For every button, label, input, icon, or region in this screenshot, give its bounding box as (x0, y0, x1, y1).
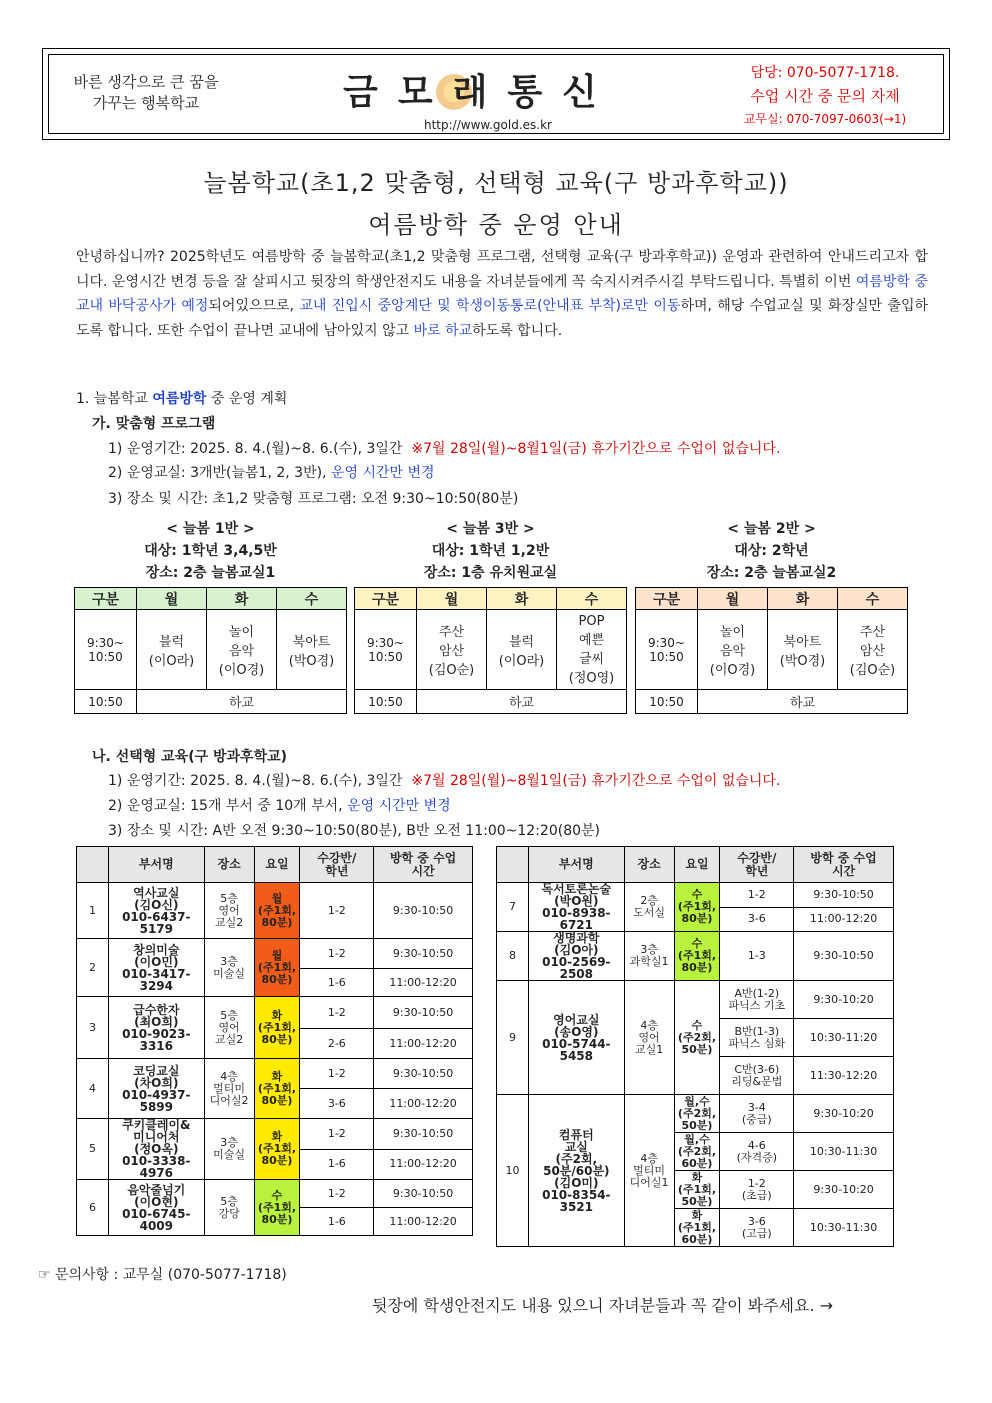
elective-row (77, 939, 473, 969)
elective-no: 4 (77, 1059, 109, 1119)
class-table-header: 월 (698, 588, 768, 610)
intro-text-4: 하도록 합니다. (472, 322, 563, 339)
class-name: < 늘봄 1반 > (166, 521, 255, 537)
contact-office: 교무실: 070-7097-0603(→1) (743, 112, 907, 126)
elective-grade: 3-6 (300, 1089, 374, 1119)
elective-header: 수강반/ 학년 (720, 847, 794, 883)
elective-day: 수 (주2회, 50분) (674, 981, 720, 1095)
elective-place: 4층 멀티미 디어실2 (204, 1059, 254, 1119)
elective-place: 5층 영어 교실2 (204, 997, 254, 1059)
class-place: 장소: 2층 늘봄교실1 (145, 565, 276, 581)
elective-day: 월,수 (주2회, 50분) (674, 1095, 720, 1133)
motto-line-2: 가꾸는 행복학교 (92, 94, 200, 112)
elective-time: 9:30-10:50 (374, 997, 473, 1029)
elective-table-right (496, 846, 894, 1247)
elective-header-row (77, 847, 473, 883)
elective-time: 9:30-10:50 (794, 883, 894, 908)
elective-header: 장소 (624, 847, 674, 883)
elective-grade: 1-2 (300, 939, 374, 969)
intro-highlight-3: 바로 하교 (413, 322, 473, 339)
elective-place: 3층 미술실 (204, 939, 254, 997)
elective-place: 2층 도서실 (624, 883, 674, 932)
contact-note: 수업 시간 중 문의 자제 (750, 87, 900, 105)
part-b-period (108, 770, 780, 790)
class-table-row (355, 610, 627, 690)
elective-header: 방학 중 수업 시간 (374, 847, 473, 883)
class-heading (354, 518, 627, 584)
elective-time: 9:30-10:50 (374, 1180, 473, 1208)
elective-time: 11:00-12:20 (374, 1208, 473, 1236)
class-program-cell: 놀이 음악 (이O경) (698, 610, 768, 690)
elective-time: 9:30-10:20 (794, 1095, 894, 1133)
school-url-link[interactable]: http://www.gold.es.kr (424, 118, 552, 132)
elective-row (77, 883, 473, 939)
intro-highlight-1: 여름방학 중 교내 바닥공사가 예정 (76, 273, 928, 314)
class-table-header: 화 (207, 588, 277, 610)
elective-dept-name: 코딩교실 (차O희) 010-4937-5899 (108, 1059, 204, 1119)
elective-no: 1 (77, 883, 109, 939)
back-page-note: 뒷장에 학생안전지도 내용 있으니 자녀분들과 꼭 같이 봐주세요. → (372, 1296, 834, 1315)
elective-time: 9:30-10:50 (374, 883, 473, 939)
elective-day: 수 (주1회, 80분) (674, 883, 720, 932)
inquiry-line: ☞ 문의사항 : 교무실 (070-5077-1718) (38, 1267, 287, 1283)
elective-no: 7 (497, 883, 529, 932)
elective-grade: C반(3-6) 리딩&문법 (720, 1057, 794, 1095)
part-b-time: 3) 장소 및 시간: A반 오전 9:30~10:50(80분), B반 오전 11:00~12:20(80분) (108, 823, 600, 839)
elective-no: 9 (497, 981, 529, 1095)
elective-row (497, 932, 894, 981)
elective-dept-name: 급수한자 (최O희) 010-9023-3316 (108, 997, 204, 1059)
elective-header: 요일 (254, 847, 300, 883)
part-a-classrooms-text: 2) 운영교실: 3개반(늘봄1, 2, 3반), (108, 465, 331, 481)
class-place: 장소: 2층 늘봄교실2 (706, 565, 837, 581)
elective-day: 수 (주1회, 80분) (254, 1180, 300, 1236)
elective-grade: 1-2 (300, 1059, 374, 1089)
class-table-end-row (355, 690, 627, 714)
elective-no: 8 (497, 932, 529, 981)
elective-row (497, 1095, 894, 1133)
elective-header (77, 847, 109, 883)
class-table-header-row (75, 588, 347, 610)
elective-header (497, 847, 529, 883)
elective-grade: 1-2 (720, 883, 794, 908)
part-b-classrooms-text: 2) 운영교실: 15개 부서 중 10개 부서, (108, 798, 348, 814)
section-1-heading (76, 388, 287, 408)
elective-header: 수강반/ 학년 (300, 847, 374, 883)
part-a-classrooms-highlight: 운영 시간만 변경 (330, 465, 435, 481)
class-table-header: 구분 (636, 588, 698, 610)
elective-time: 11:00-12:20 (374, 1089, 473, 1119)
part-b-heading: 나. 선택형 교육(구 방과후학교) (92, 749, 288, 765)
class-program-cell: 북아트 (박O경) (277, 610, 347, 690)
class-heading (635, 518, 908, 584)
section-1-heading-post: 중 운영 계획 (206, 391, 288, 407)
class-target: 대상: 1학년 3,4,5반 (144, 543, 277, 559)
part-a-period (108, 438, 780, 458)
elective-day: 월 (주1회, 80분) (254, 939, 300, 997)
elective-row (77, 997, 473, 1029)
elective-grade: 1-2 (300, 1180, 374, 1208)
elective-header: 부서명 (528, 847, 624, 883)
class-schedule-table (635, 587, 908, 714)
elective-dept-name: 창의미술 (이O민) 010-3417-3294 (108, 939, 204, 997)
elective-place: 3층 과학실1 (624, 932, 674, 981)
elective-day: 화 (주1회, 50분) (674, 1171, 720, 1209)
part-b-classrooms-highlight: 운영 시간만 변경 (347, 798, 451, 814)
class-program-cell: 블럭 (이O라) (487, 610, 557, 690)
class-program-cell: 놀이 음악 (이O경) (207, 610, 277, 690)
class-table-end-row (75, 690, 347, 714)
elective-dept-name: 쿠키클레이& 미니어처 (정O옥) 010-3338-4976 (108, 1119, 204, 1180)
elective-grade: 1-6 (300, 1208, 374, 1236)
elective-grade: 1-6 (300, 969, 374, 997)
elective-day: 수 (주1회, 80분) (674, 932, 720, 981)
elective-grade: 1-2 (초급) (720, 1171, 794, 1209)
class-end-time: 10:50 (75, 690, 137, 714)
elective-time: 11:00-12:20 (374, 969, 473, 997)
class-end-label: 하교 (137, 690, 347, 714)
class-table-header: 구분 (355, 588, 417, 610)
elective-time: 10:30-11:30 (794, 1133, 894, 1171)
elective-header: 부서명 (108, 847, 204, 883)
class-program-cell: POP 예쁜 글씨 (정O영) (557, 610, 627, 690)
elective-row (77, 1180, 473, 1208)
elective-no: 3 (77, 997, 109, 1059)
intro-text-3: 하며, 해당 수업교실 및 화장실만 출입하도록 합니다. 또한 수업이 끝나면 교내에 남아있지 않고 (76, 298, 928, 339)
class-program-cell: 주산 암산 (김O순) (417, 610, 487, 690)
class-heading (74, 518, 347, 584)
elective-grade: A반(1-2) 파닉스 기초 (720, 981, 794, 1019)
elective-no: 10 (497, 1095, 529, 1247)
elective-time: 10:30-11:30 (794, 1209, 894, 1247)
elective-grade: B반(1-3) 파닉스 심화 (720, 1019, 794, 1057)
elective-dept-name: 생명과학 (김O아) 010-2569-2508 (528, 932, 624, 981)
class-time-cell: 9:30~ 10:50 (636, 610, 698, 690)
elective-place: 3층 미술실 (204, 1119, 254, 1180)
class-table-header: 월 (137, 588, 207, 610)
elective-place: 5층 영어 교실2 (204, 883, 254, 939)
elective-place: 5층 강당 (204, 1180, 254, 1236)
elective-dept-name: 음악줄넘기 (이O현) 010-6745-4009 (108, 1180, 204, 1236)
elective-header: 장소 (204, 847, 254, 883)
elective-time: 11:00-12:20 (374, 1149, 473, 1180)
newsletter-title: 금모래통신 (343, 72, 617, 113)
elective-time: 9:30-10:50 (374, 939, 473, 969)
elective-no: 5 (77, 1119, 109, 1180)
elective-no: 2 (77, 939, 109, 997)
class-target: 대상: 1학년 1,2반 (431, 543, 550, 559)
elective-time: 9:30-10:50 (374, 1119, 473, 1150)
elective-time: 9:30-10:50 (374, 1059, 473, 1089)
part-a-time: 3) 장소 및 시간: 초1,2 맞춤형 프로그램: 오전 9:30~10:50(80분) (108, 491, 519, 507)
section-1-heading-pre: 1. 늘봄학교 (76, 391, 153, 407)
elective-day: 화 (주1회, 80분) (254, 1059, 300, 1119)
class-program-cell: 주산 암산 (김O순) (838, 610, 908, 690)
school-motto (56, 72, 236, 114)
document-subtitle: 여름방학 중 운영 안내 (368, 211, 624, 239)
class-program-cell: 북아트 (박O경) (768, 610, 838, 690)
elective-place: 4층 영어 교실1 (624, 981, 674, 1095)
elective-grade: 1-3 (720, 932, 794, 981)
class-table-header: 수 (838, 588, 908, 610)
class-time-cell: 9:30~ 10:50 (75, 610, 137, 690)
elective-day: 월 (주1회, 80분) (254, 883, 300, 939)
elective-header: 요일 (674, 847, 720, 883)
class-table-row (75, 610, 347, 690)
class-table-header: 수 (557, 588, 627, 610)
elective-row (77, 1119, 473, 1150)
part-a-period-text: 1) 운영기간: 2025. 8. 4.(월)~8. 6.(수), 3일간 (108, 441, 403, 457)
class-table-header-row (355, 588, 627, 610)
elective-no: 6 (77, 1180, 109, 1236)
intro-text-1: 안녕하십니까? 2025학년도 여름방학 중 늘봄학교(초1,2 맞춤형 프로그램, 선택형 교육(구 방과후학교)) 운영과 관련하여 안내드리고자 합니다. 운영시간 변경 등을 잘 살피시고 뒷장의 학생안전지도 내용을 자녀분들에게 꼭 숙지시켜주시길 부탁드립니다. 특별히 이번 (76, 249, 928, 290)
elective-grade: 1-6 (300, 1149, 374, 1180)
class-name: < 늘봄 3반 > (446, 521, 535, 537)
elective-dept-name: 독서토론논술 (박O원) 010-8938-6721 (528, 883, 624, 932)
document-title: 늘봄학교(초1,2 맞춤형, 선택형 교육(구 방과후학교)) (203, 169, 789, 197)
elective-dept-name: 영어교실 (송O영) 010-5744-5458 (528, 981, 624, 1095)
section-1-heading-highlight: 여름방학 (152, 391, 207, 407)
elective-grade: 3-6 (고급) (720, 1209, 794, 1247)
elective-grade: 4-6 (자격증) (720, 1133, 794, 1171)
class-target: 대상: 2학년 (734, 543, 809, 559)
class-end-time: 10:50 (355, 690, 417, 714)
elective-row (497, 883, 894, 908)
class-table-header: 화 (487, 588, 557, 610)
class-end-label: 하교 (698, 690, 908, 714)
class-name: < 늘봄 2반 > (727, 521, 816, 537)
elective-grade: 2-6 (300, 1029, 374, 1059)
part-b-classrooms (108, 795, 451, 815)
part-a-period-note: ※7월 28일(월)~8월1일(금) 휴가기간으로 수업이 없습니다. (411, 441, 781, 457)
class-table-end-row (636, 690, 908, 714)
elective-day: 화 (주1회, 80분) (254, 1119, 300, 1180)
elective-grade: 1-2 (300, 997, 374, 1029)
motto-line-1: 바른 생각으로 큰 꿈을 (73, 73, 219, 91)
elective-row (77, 1059, 473, 1089)
elective-place: 4층 멀티미 디어실1 (624, 1095, 674, 1247)
class-table-header: 월 (417, 588, 487, 610)
class-table-header: 수 (277, 588, 347, 610)
elective-time: 10:30-11:20 (794, 1019, 894, 1057)
class-table-header: 화 (768, 588, 838, 610)
elective-time: 9:30-10:20 (794, 1171, 894, 1209)
elective-grade: 1-2 (300, 883, 374, 939)
elective-table-left (76, 846, 473, 1236)
class-end-time: 10:50 (636, 690, 698, 714)
elective-header: 방학 중 수업 시간 (794, 847, 894, 883)
part-a-heading: 가. 맞춤형 프로그램 (92, 416, 216, 432)
class-table-header-row (636, 588, 908, 610)
elective-day: 화 (주1회, 80분) (254, 997, 300, 1059)
intro-text-2: 되어있으므로, (208, 298, 300, 314)
elective-time: 11:00-12:20 (374, 1029, 473, 1059)
class-time-cell: 9:30~ 10:50 (355, 610, 417, 690)
class-table-header: 구분 (75, 588, 137, 610)
elective-header-row (497, 847, 894, 883)
contact-phone: 담당: 070-5077-1718. (750, 65, 900, 81)
part-a-classrooms (108, 462, 435, 482)
elective-time: 11:30-12:20 (794, 1057, 894, 1095)
elective-time: 9:30-10:20 (794, 981, 894, 1019)
part-b-period-note: ※7월 28일(월)~8월1일(금) 휴가기간으로 수업이 없습니다. (411, 773, 781, 789)
elective-time: 11:00-12:20 (794, 907, 894, 932)
intro-highlight-2: 교내 진입시 중앙계단 및 학생이동통로(안내표 부착)로만 이동 (299, 298, 681, 314)
class-program-cell: 블럭 (이O라) (137, 610, 207, 690)
class-table-row (636, 610, 908, 690)
part-b-period-text: 1) 운영기간: 2025. 8. 4.(월)~8. 6.(수), 3일간 (108, 773, 403, 789)
elective-grade: 3-6 (720, 907, 794, 932)
class-schedule-table (74, 587, 347, 714)
elective-row (497, 981, 894, 1019)
intro-paragraph (76, 245, 928, 343)
elective-grade: 1-2 (300, 1119, 374, 1150)
elective-time: 9:30-10:50 (794, 932, 894, 981)
elective-dept-name: 역사교실 (김O신) 010-6437-5179 (108, 883, 204, 939)
elective-grade: 3-4 (중급) (720, 1095, 794, 1133)
elective-day: 화 (주1회, 60분) (674, 1209, 720, 1247)
elective-day: 월,수 (주2회, 60분) (674, 1133, 720, 1171)
elective-dept-name: 컴퓨터 교실 (주2회, 50분/60분) (김O미) 010-8354-3521 (528, 1095, 624, 1247)
class-place: 장소: 1층 유치원교실 (423, 565, 558, 581)
class-end-label: 하교 (417, 690, 627, 714)
class-schedule-table (354, 587, 627, 714)
